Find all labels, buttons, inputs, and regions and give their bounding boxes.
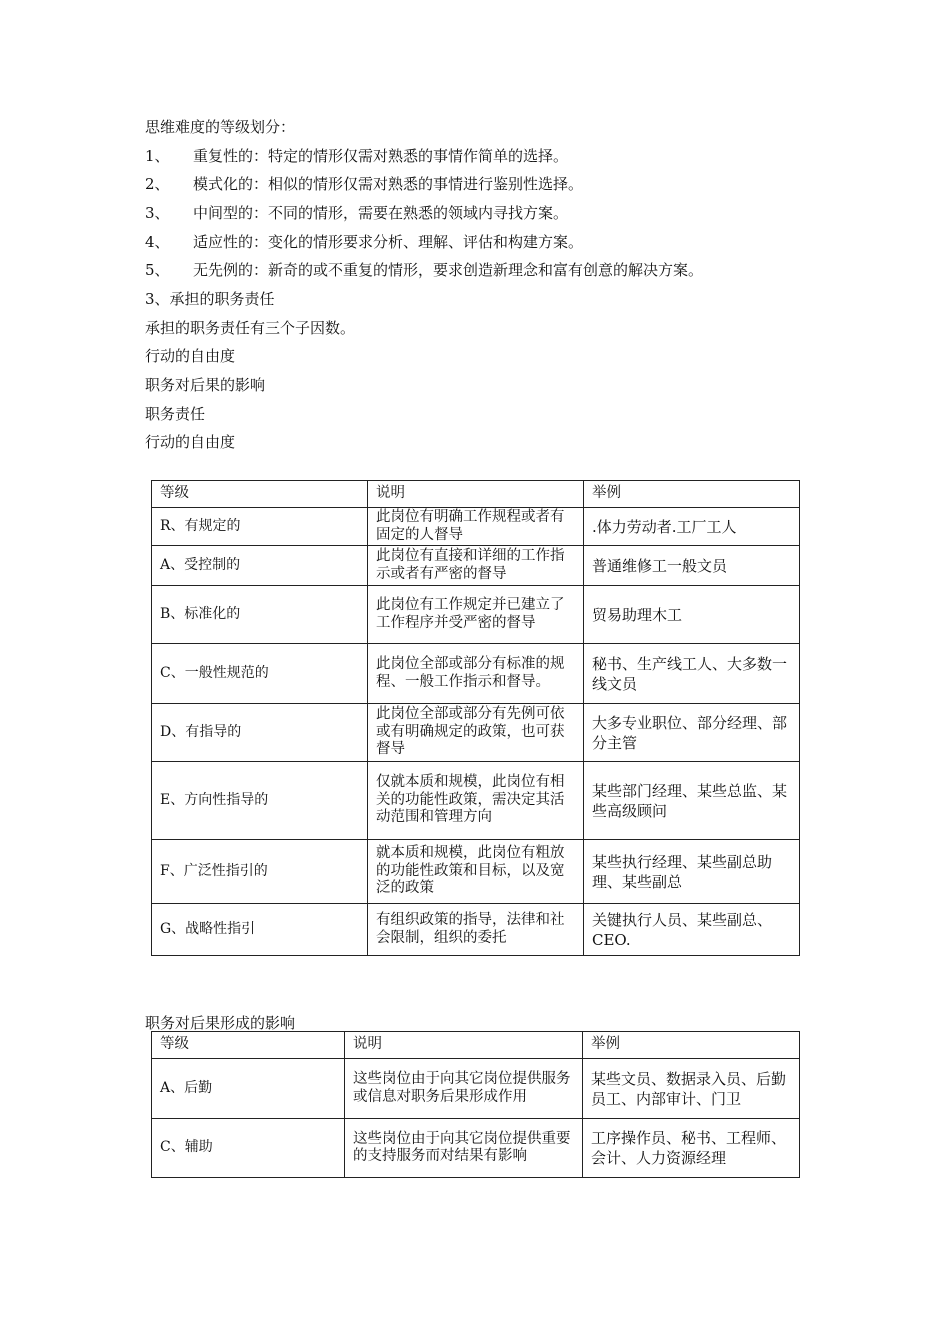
table-row [152, 904, 800, 956]
example-cell: 某些部门经理、某些总监、某些高级顾问 [584, 762, 800, 840]
description-cell: 此岗位全部或部分有标准的规程、一般工作指示和督导。 [368, 644, 584, 704]
column-header: 举例 [583, 1032, 800, 1059]
level-cell: C、一般性规范的 [152, 644, 368, 704]
table-row [152, 1119, 800, 1178]
table-row [152, 1059, 800, 1119]
description-cell: 这些岗位由于向其它岗位提供服务或信息对职务后果形成作用 [345, 1059, 583, 1119]
description-cell: 此岗位有直接和详细的工作指示或者有严密的督导 [368, 546, 584, 586]
table-header-row [152, 481, 800, 508]
table-row [152, 840, 800, 904]
example-cell: 大多专业职位、部分经理、部分主管 [584, 704, 800, 762]
level-cell: A、后勤 [152, 1059, 345, 1119]
level-text: 无先例的：新奇的或不重复的情形，要求创造新理念和富有创意的解决方案。 [193, 261, 704, 279]
level-text: 重复性的：特定的情形仅需对熟悉的事情作简单的选择。 [193, 147, 569, 165]
level-number: 1、 [145, 147, 170, 165]
example-cell: 贸易助理木工 [584, 586, 800, 644]
level-cell: E、方向性指导的 [152, 762, 368, 840]
table-header-row [152, 1032, 800, 1059]
level-number: 5、 [145, 261, 170, 279]
table-row [152, 586, 800, 644]
table-row [152, 508, 800, 546]
level-cell: G、战略性指引 [152, 904, 368, 956]
example-cell: 某些文员、数据录入员、后勤员工、内部审计、门卫 [583, 1059, 800, 1119]
level-text: 中间型的：不同的情形，需要在熟悉的领域内寻找方案。 [193, 204, 569, 222]
level-cell: C、辅助 [152, 1119, 345, 1178]
description-cell: 此岗位有明确工作规程或者有固定的人督导 [368, 508, 584, 546]
table-row [152, 762, 800, 840]
level-item [145, 146, 568, 166]
subfactor-item: 职务责任 [145, 405, 206, 423]
column-header: 等级 [152, 481, 368, 508]
level-text: 适应性的：变化的情形要求分析、理解、评估和构建方案。 [193, 233, 584, 251]
table2-caption: 职务对后果形成的影响 [145, 1014, 296, 1032]
table1-label: 行动的自由度 [145, 433, 236, 451]
example-cell: 某些执行经理、某些副总助理、某些副总 [584, 840, 800, 904]
table-row [152, 704, 800, 762]
description-cell: 这些岗位由于向其它岗位提供重要的支持服务而对结果有影响 [345, 1119, 583, 1178]
description-cell: 仅就本质和规模，此岗位有相关的功能性政策，需决定其活动范围和管理方向 [368, 762, 584, 840]
level-item [145, 174, 583, 194]
level-number: 4、 [145, 233, 170, 251]
level-cell: B、标准化的 [152, 586, 368, 644]
example-cell: .体力劳动者.工厂工人 [584, 508, 800, 546]
subfactor-item: 职务对后果的影响 [145, 376, 266, 394]
difficulty-heading: 思维难度的等级划分： [145, 118, 296, 136]
level-cell: D、有指导的 [152, 704, 368, 762]
column-header: 举例 [584, 481, 800, 508]
level-cell: F、广泛性指引的 [152, 840, 368, 904]
impact-on-results-table [151, 1031, 800, 1178]
level-cell: A、受控制的 [152, 546, 368, 586]
level-item [145, 203, 568, 223]
description-cell: 有组织政策的指导，法律和社会限制，组织的委托 [368, 904, 584, 956]
table-row [152, 644, 800, 704]
example-cell: 工序操作员、秘书、工程师、会计、人力资源经理 [583, 1119, 800, 1178]
description-cell: 就本质和规模，此岗位有粗放的功能性政策和目标，以及宽泛的政策 [368, 840, 584, 904]
example-cell: 秘书、生产线工人、大多数一线文员 [584, 644, 800, 704]
description-cell: 此岗位全部或部分有先例可依或有明确规定的政策，也可获督导 [368, 704, 584, 762]
description-cell: 此岗位有工作规定并已建立了工作程序并受严密的督导 [368, 586, 584, 644]
subfactor-item: 行动的自由度 [145, 347, 236, 365]
section-title: 3、承担的职务责任 [145, 290, 275, 308]
column-header: 说明 [345, 1032, 583, 1059]
level-number: 2、 [145, 175, 170, 193]
level-text: 模式化的：相似的情形仅需对熟悉的事情进行鉴别性选择。 [193, 175, 584, 193]
level-item [145, 260, 703, 280]
example-cell: 普通维修工一般文员 [584, 546, 800, 586]
table-row [152, 546, 800, 586]
freedom-of-action-table [151, 480, 800, 956]
level-cell: R、有规定的 [152, 508, 368, 546]
column-header: 等级 [152, 1032, 345, 1059]
level-item [145, 232, 583, 252]
level-number: 3、 [145, 204, 170, 222]
example-cell: 关键执行人员、某些副总、CEO. [584, 904, 800, 956]
column-header: 说明 [368, 481, 584, 508]
section-description: 承担的职务责任有三个子因数。 [145, 319, 356, 337]
